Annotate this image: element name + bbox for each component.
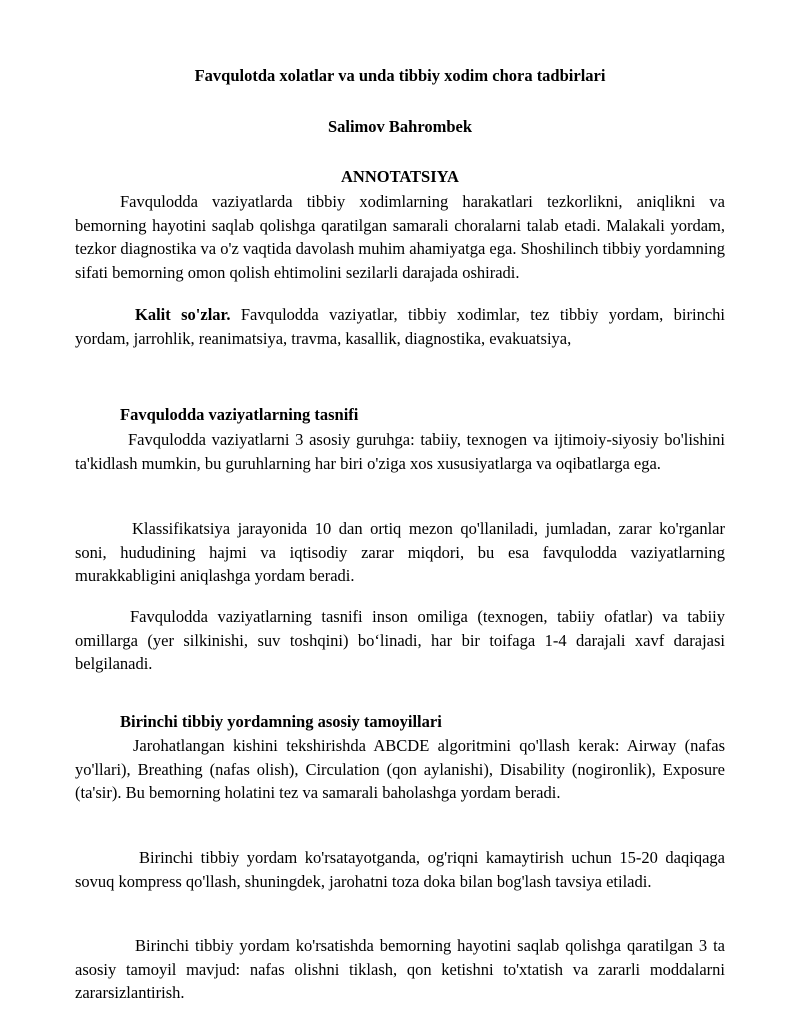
section1-paragraph-2-text: Klassifikatsiya jarayonida 10 dan ortiq mezon qo'llaniladi, jumladan, zarar ko'rganlar soni, hududining hajmi va iqtisodiy zarar miqdori, bu esa favqulodda vaziyatlarning murakkabligini aniqlashga yordam beradi. (75, 519, 725, 585)
document-title: Favqulotda xolatlar va unda tibbiy xodim chora tadbirlari (194, 66, 606, 85)
document-author: Salimov Bahrombek (327, 117, 473, 136)
section1-paragraph-3 (75, 605, 725, 676)
abstract-heading: ANNOTATSIYA (341, 167, 459, 186)
section2-paragraph-1-text: Jarohatlangan kishini tekshirishda ABCDE algoritmini qo'llash kerak: Airway (nafas yo'llari), Breathing (nafas olish), Circulation (qon aylanishi), Disability (nogironlik), Exposure (ta'sir). Bu bemorning holatini tez va samarali baholashga yordam beradi. (75, 736, 725, 802)
abstract-paragraph (75, 190, 725, 284)
section2-paragraph-1 (75, 734, 725, 805)
keywords-text: Favqulodda vaziyatlar, tibbiy xodimlar, tez tibbiy yordam, birinchi yordam, jarrohlik, reanimatsiya, travma, kasallik, diagnostika, evakuatsiya, (75, 305, 725, 348)
section1-paragraph-1-text: Favqulodda vaziyatlarni 3 asosiy guruhga: tabiiy, texnogen va ijtimoiy-siyosiy bo'lishini ta'kidlash mumkin, bu guruhlarning har biri o'ziga xos xususiyatlarga va oqibatlarga ega. (75, 430, 725, 473)
abstract-text: Favqulodda vaziyatlarda tibbiy xodimlarning harakatlari tezkorlikni, aniqlikni va bemorning hayotini saqlab qolishga qaratilgan samarali choralarni talab etadi. Malakali yordam, tezkor diagnostika va o'z vaqtida davolash muhim ahamiyatga ega. Shoshilinch tibbiy yordamning sifati bemorning omon qolish ehtimolini sezilarli darajada oshiradi. (75, 192, 725, 282)
section1-paragraph-2 (75, 517, 725, 588)
section-heading-first-aid: Birinchi tibbiy yordamning asosiy tamoyillari (120, 712, 442, 731)
section2-paragraph-3 (75, 934, 725, 1005)
section1-paragraph-1 (75, 428, 725, 475)
keywords-paragraph (75, 303, 725, 350)
keywords-label: Kalit so'zlar. (135, 305, 231, 324)
section2-paragraph-2 (75, 846, 725, 893)
section2-paragraph-3-text: Birinchi tibbiy yordam ko'rsatishda bemorning hayotini saqlab qolishga qaratilgan 3 ta asosiy tamoyil mavjud: nafas olishni tiklash, qon ketishni to'xtatish va zararli moddalarni zararsizlantirish. (75, 936, 725, 1002)
section-heading-classification: Favqulodda vaziyatlarning tasnifi (120, 405, 359, 424)
section2-paragraph-2-text: Birinchi tibbiy yordam ko'rsatayotganda, og'riqni kamaytirish uchun 15-20 daqiqaga sovuq kompress qo'llash, shuningdek, jarohatni toza doka bilan bog'lash tavsiya etiladi. (75, 848, 725, 891)
section1-paragraph-3-text: Favqulodda vaziyatlarning tasnifi inson omiliga (texnogen, tabiiy ofatlar) va tabiiy omillarga (yer silkinishi, suv toshqini) bo‘linadi, har bir toifaga 1-4 darajali xavf darajasi belgilanadi. (75, 607, 725, 673)
